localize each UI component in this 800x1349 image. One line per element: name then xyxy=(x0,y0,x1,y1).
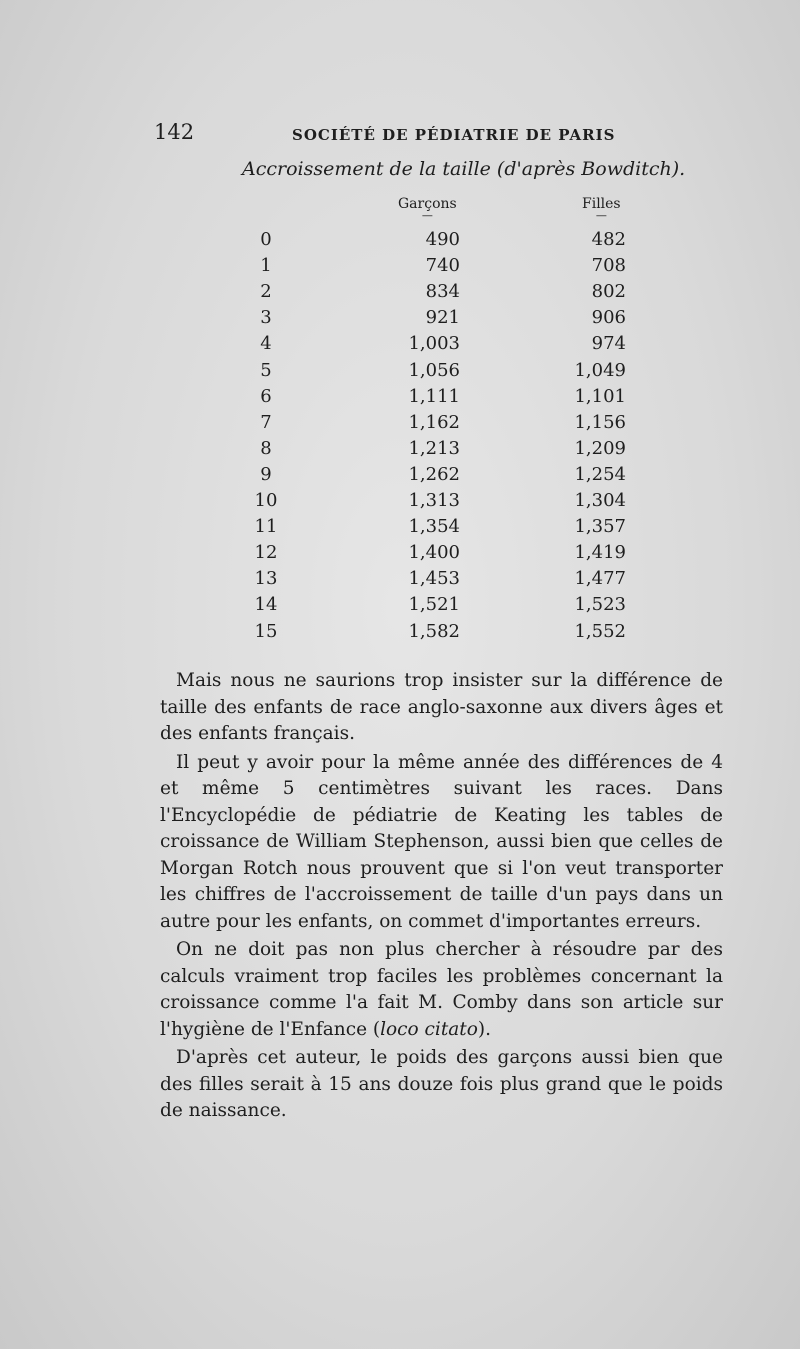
cell-girls: 1,049 xyxy=(574,359,626,381)
cell-girls: 482 xyxy=(591,229,626,250)
cell-boys: 1,453 xyxy=(408,568,460,590)
table-row xyxy=(0,229,800,255)
table-row xyxy=(0,464,800,490)
cell-age: 3 xyxy=(260,307,272,329)
paragraph-2: Il peut y avoir pour la même année des différences de 4 et même 5 centimètres suivant les races. Dans l'Encyclopédie de pédiatrie de Keating les tables de croissance de William Stephenson, aussi bien que celles de Morgan Rotch nous prouvent que si l'on veut transporter les chiffres de l'accroissement de taille d'un pays dans un autre pour les enfants, on commet d'importantes erreurs. xyxy=(160,751,723,932)
cell-girls: 974 xyxy=(591,333,626,355)
table-row xyxy=(0,594,800,620)
cell-age: 6 xyxy=(260,385,272,407)
cell-age: 9 xyxy=(260,463,272,485)
cell-girls: 906 xyxy=(591,307,626,329)
column-header-boys-label: Garçons xyxy=(398,196,457,212)
cell-boys: 1,582 xyxy=(408,620,460,642)
table-row xyxy=(0,307,800,333)
caption-source: (d'après Bowditch). xyxy=(496,158,686,180)
cell-girls: 1,419 xyxy=(574,542,626,564)
paragraph-1: Mais nous ne saurions trop insister sur la différence de taille des enfants de race anglo-saxonne aux divers âges et des enfants français. xyxy=(160,670,723,744)
cell-girls: 1,101 xyxy=(574,385,626,407)
column-header-girls-label: Filles xyxy=(582,196,621,212)
cell-boys: 1,354 xyxy=(408,516,460,538)
cell-age: 4 xyxy=(260,333,272,355)
cell-boys: 490 xyxy=(425,229,460,250)
table-row xyxy=(0,360,800,386)
table-caption xyxy=(242,158,685,180)
cell-age: 14 xyxy=(254,594,278,616)
cell-boys: 1,521 xyxy=(408,594,460,616)
table-row xyxy=(0,333,800,359)
cell-age: 7 xyxy=(260,411,272,433)
cell-girls: 802 xyxy=(591,281,626,303)
cell-age: 11 xyxy=(254,516,278,538)
paragraph-3-text: On ne doit pas non plus chercher à résoudre par des calculs vraiment trop faciles les problèmes concernant la croissance comme l'a fait M. Comby dans son article sur l'hygiène de l'Enfance ( xyxy=(160,939,723,1040)
cell-girls: 1,357 xyxy=(574,516,626,538)
table-row xyxy=(0,516,800,542)
paragraph-3-end: ). xyxy=(477,1018,491,1040)
cell-age: 1 xyxy=(260,255,272,277)
column-header-dash: — xyxy=(421,209,433,222)
table-row xyxy=(0,438,800,464)
paragraph-3-citation: loco citato xyxy=(380,1018,478,1040)
column-header-girls xyxy=(582,196,621,220)
table-row xyxy=(0,621,800,647)
table-row xyxy=(0,255,800,281)
cell-age: 8 xyxy=(260,437,272,459)
cell-boys: 921 xyxy=(425,307,460,329)
cell-age: 10 xyxy=(254,490,278,511)
cell-boys: 1,400 xyxy=(408,542,460,564)
paragraph-4: D'après cet auteur, le poids des garçons aussi bien que des filles serait à 15 ans douze fois plus grand que le poids de naissance. xyxy=(160,1047,723,1121)
cell-boys: 1,111 xyxy=(408,385,460,407)
column-header-boys xyxy=(398,196,457,220)
cell-boys: 1,162 xyxy=(408,411,460,433)
cell-boys: 1,003 xyxy=(408,333,460,355)
cell-age: 0 xyxy=(260,229,272,250)
cell-girls: 1,523 xyxy=(574,594,626,616)
cell-girls: 708 xyxy=(591,255,626,277)
cell-girls: 1,254 xyxy=(574,463,626,485)
running-title: SOCIÉTÉ DE PÉDIATRIE DE PARIS xyxy=(292,126,616,144)
cell-age: 12 xyxy=(254,542,278,564)
cell-girls: 1,304 xyxy=(574,490,626,511)
caption-main: Accroissement de la taille xyxy=(242,158,491,180)
table-row xyxy=(0,412,800,438)
page-number: 142 xyxy=(154,120,195,144)
paragraph-3 xyxy=(160,937,723,1043)
cell-boys: 1,313 xyxy=(408,490,460,511)
cell-girls: 1,477 xyxy=(574,568,626,590)
cell-boys: 740 xyxy=(425,255,460,277)
table-row xyxy=(0,568,800,594)
table-row xyxy=(0,490,800,516)
cell-girls: 1,156 xyxy=(574,411,626,433)
table-row xyxy=(0,386,800,412)
cell-boys: 1,056 xyxy=(408,359,460,381)
cell-boys: 1,262 xyxy=(408,463,460,485)
body-text xyxy=(160,668,723,1127)
cell-boys: 1,213 xyxy=(408,437,460,459)
cell-age: 2 xyxy=(260,281,272,303)
table-row xyxy=(0,542,800,568)
table-row xyxy=(0,281,800,307)
cell-age: 15 xyxy=(254,620,278,642)
cell-girls: 1,209 xyxy=(574,437,626,459)
column-header-dash: — xyxy=(595,209,607,222)
cell-age: 13 xyxy=(254,568,278,590)
cell-age: 5 xyxy=(260,359,272,381)
cell-boys: 834 xyxy=(425,281,460,303)
cell-girls: 1,552 xyxy=(574,620,626,642)
